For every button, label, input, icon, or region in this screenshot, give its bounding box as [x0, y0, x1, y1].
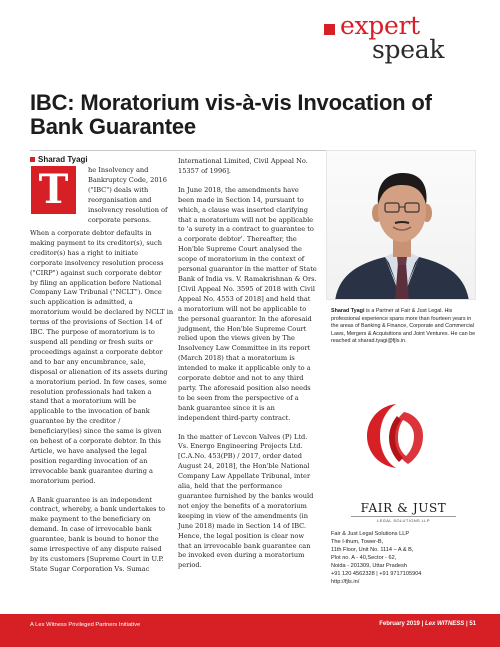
column-1-lead: [88, 166, 176, 225]
footer-initiative: A Lex Witness Privileged Partners Initiative: [30, 622, 141, 628]
expert-speak-logo: [324, 10, 474, 66]
footer-bar: [0, 614, 500, 647]
drop-cap: T: [31, 166, 76, 214]
paragraph-2-continued: International Limited, Civil Appeal No. 15357 of 1996].: [178, 157, 308, 175]
address-phone: +91 120 4562328 | +91 9717105904: [331, 571, 422, 577]
logo-square: [324, 24, 335, 35]
paragraph-4: In the matter of Levcon Valves (P) Ltd. Vs. Energo Engineering Projects Ltd. [C.A.No. 453(PB) / 2017, order dated August 24, 2018], the Hon'ble National Company Law Appellate Tribunal, inter alia, held that the performance guarantee furnished by the banks would not enjoy the benefits of a moratorium keeping in view of the amendments (in June 2018) made in Section 14 of IBC. Hence, the legal position is clear now that an irrevocable bank guarantee can be invoked even during a moratorium period.: [178, 432, 314, 570]
firm-name: FAIR & JUST: [360, 501, 447, 515]
paragraph-3: In June 2018, the amendments have been made in Section 14, pursuant to which, a clause was inserted clarifying that a moratorium will not be applicable to 'a surety in a contract to guarantee to a corporate debtor'. Thereafter, the Hon'ble Supreme Court analysed the scope of moratorium in the context of personal guarantor in the matter of State Bank of India vs. V. Ramakrishnan & Ors. [Civil Appeal No. 3595 of 2018 with Civil Appeal No. 4553 of 2018] and held that a moratorium will not be applicable to the personal guarantor. In the aforesaid judgment, the Hon'ble Supreme Court relied upon the views given by The Insolvency Law Committee in its report (March 2018) that a moratorium is intended to make it applicable only to a corporate debtor and not to any third party. The aforesaid position also needs to be seen from the perspective of a bank guarantee since it is an independent third-party contract.: [178, 185, 317, 422]
author-byline: [30, 155, 88, 164]
bio-name: Sharad Tyagi: [331, 308, 365, 314]
address-line: Noida - 201309, Uttar Pradesh: [331, 563, 407, 569]
paragraph-2: A Bank guarantee is an independent contract, whereby, a bank undertakes to make payment to the beneficiary on demand. In case of irrevocable bank guarantee, bank is bound to honor the same irrespective of any dispute raised by its customers [Supreme Court in U.P. State Sugar Corporation Vs. Sumac: [30, 495, 166, 573]
logo-word-speak: speak: [372, 35, 445, 64]
footer-publication: Lex WITNESS: [424, 621, 465, 627]
bio-text: is a Partner at Fair & Just Legal. His professional experience spans more than fourteen years in the areas of Banking & Finance, Corporate and Commercial Laws, Mergers & Acquisitions and Joint Ventures. He can be reached at sharad.tyagi@fjls.in.: [331, 308, 476, 345]
footer-date: February 2019: [379, 621, 420, 627]
firm-tag-divider: [351, 516, 456, 517]
page-number: 51: [469, 621, 476, 627]
logo-word-expert: expert: [340, 11, 420, 40]
article-title: IBC: Moratorium vis-à-vis Invocation of Bank Guarantee: [30, 90, 432, 139]
column-2-body: [178, 157, 326, 571]
author-bio: [331, 308, 476, 346]
address-line: The I-thum, Tower-B,: [331, 539, 384, 545]
address-line: 11th Floor, Unit No. 1114 – A & B,: [331, 547, 414, 553]
byline-square: [30, 157, 35, 162]
footer-sep: |: [421, 621, 424, 627]
firm-tagline: LEGAL SOLUTIONS LLP: [377, 518, 430, 523]
address-line: Plot no. A - 40,Sector - 62,: [331, 555, 397, 561]
address-line: Fair & Just Legal Solutions LLP: [331, 531, 410, 537]
footer-sep: |: [465, 621, 468, 627]
author-photo: [326, 150, 476, 300]
footer-issue: [379, 621, 476, 627]
paragraph-1-continued: When a corporate debtor defaults in making payment to its creditor(s), such creditor(s) has a right to initiate corporate insolvency resolution process ("CIRP") against such corporate debtor by filing an application before National Company Law Tribunal ("NCLT"). Once such application is admitted, a moratorium would be declared by NCLT in terms of the provisions of Section 14 of IBC. The purpose of moratorium is to suspend all pending or fresh suits or proceedings against a corporate debtor and to bar any encumbrance, sale, disposal or alienation of its assets during a moratorium period. In few cases, some resolution professionals had taken a stand that a moratorium will be applicable to the invocation of bank guarantee by the creditor / beneficiary(ies) since the same is given on behest of a corporate debtor. In this Article, we have analysed the legal position regarding invocation of an irrevocable bank guarantee during a moratorium period.: [30, 229, 174, 485]
firm-emblem-icon: [359, 398, 434, 473]
lead-paragraph: he Insolvency and Bankruptcy Code, 2016 ("IBC") deals with reorganisation and insolvency resolution of corporate persons.: [88, 166, 168, 224]
firm-website-link[interactable]: http://fjls.in/: [331, 579, 360, 585]
author-name: Sharad Tyagi: [38, 155, 88, 164]
firm-address: [331, 530, 476, 586]
column-1-body: [30, 229, 176, 575]
